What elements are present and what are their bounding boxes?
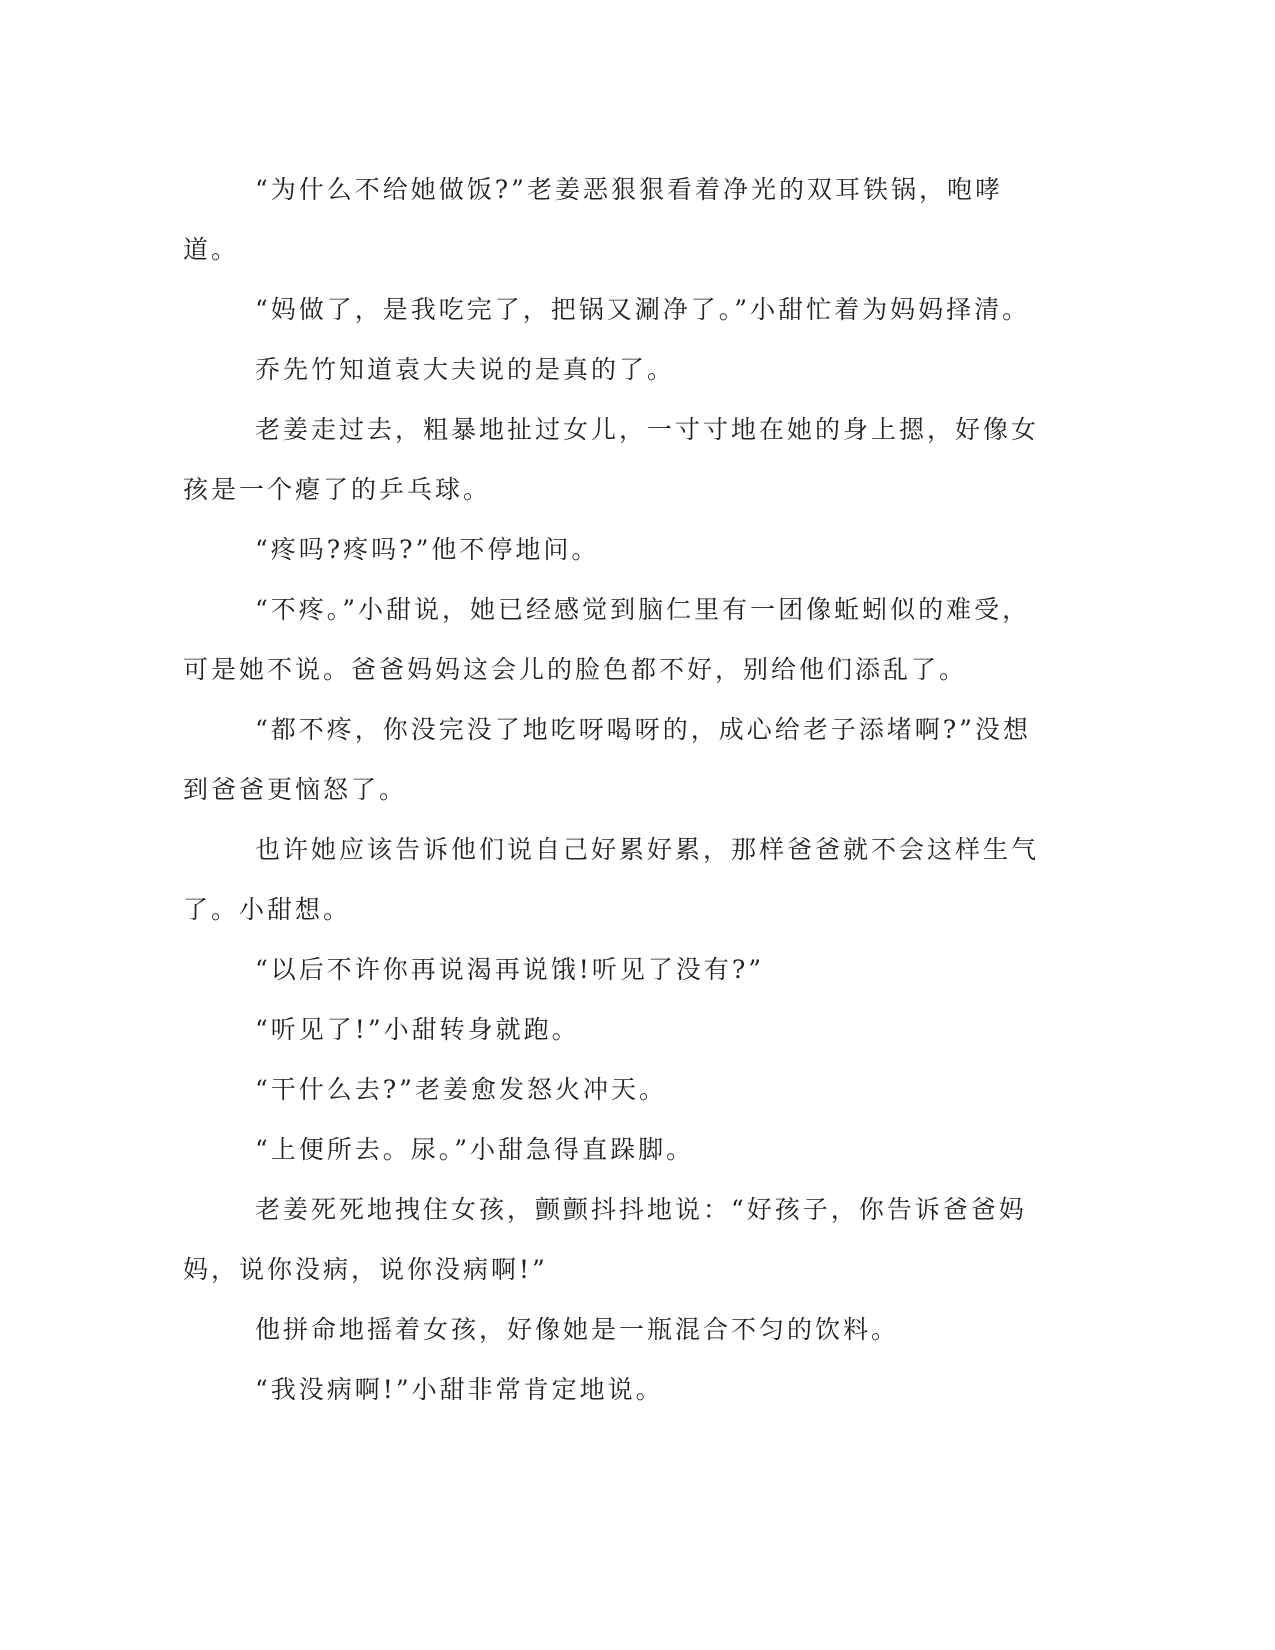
paragraph-6: “不疼。”小甜说，她已经感觉到脑仁里有一团像蚯蚓似的难受，可是她不说。爸爸妈妈这会儿的脸色都不好，别给他们添乱了。 [183,595,1031,684]
paragraph-14: 他拼命地摇着女孩，好像她是一瓶混合不匀的饮料。 [255,1315,900,1344]
paragraph-12: “上便所去。尿。”小甜急得直跺脚。 [255,1135,695,1164]
paragraph-11: “干什么去?”老姜愈发怒火冲天。 [255,1075,667,1104]
paragraph-1: “为什么不给她做饭?”老姜恶狠狠看着净光的双耳铁锅，咆哮道。 [183,175,1003,264]
paragraph-2: “妈做了，是我吃完了，把锅又涮净了。”小甜忙着为妈妈择清。 [255,295,1031,324]
paragraph-7: “都不疼，你没完没了地吃呀喝呀的，成心给老子添堵啊?”没想到爸爸更恼怒了。 [183,715,1031,804]
paragraph-9: “以后不许你再说渴再说饿!听见了没有?” [255,955,765,984]
paragraph-15: “我没病啊!”小甜非常肯定地说。 [255,1375,664,1404]
paragraph-5: “疼吗?疼吗?”他不停地问。 [255,535,600,564]
paragraph-10: “听见了!”小甜转身就跑。 [255,1015,580,1044]
paragraph-4: 老姜走过去，粗暴地扯过女儿，一寸寸地在她的身上摁，好像女孩是一个瘪了的乒乓球。 [183,415,1040,504]
paragraph-3: 乔先竹知道袁大夫说的是真的了。 [255,355,676,384]
paragraph-8: 也许她应该告诉他们说自己好累好累，那样爸爸就不会这样生气了。小甜想。 [183,835,1040,924]
document-body [183,160,1043,1420]
paragraph-13: 老姜死死地拽住女孩，颤颤抖抖地说：“好孩子，你告诉爸爸妈妈，说你没病，说你没病啊!” [183,1195,1027,1284]
